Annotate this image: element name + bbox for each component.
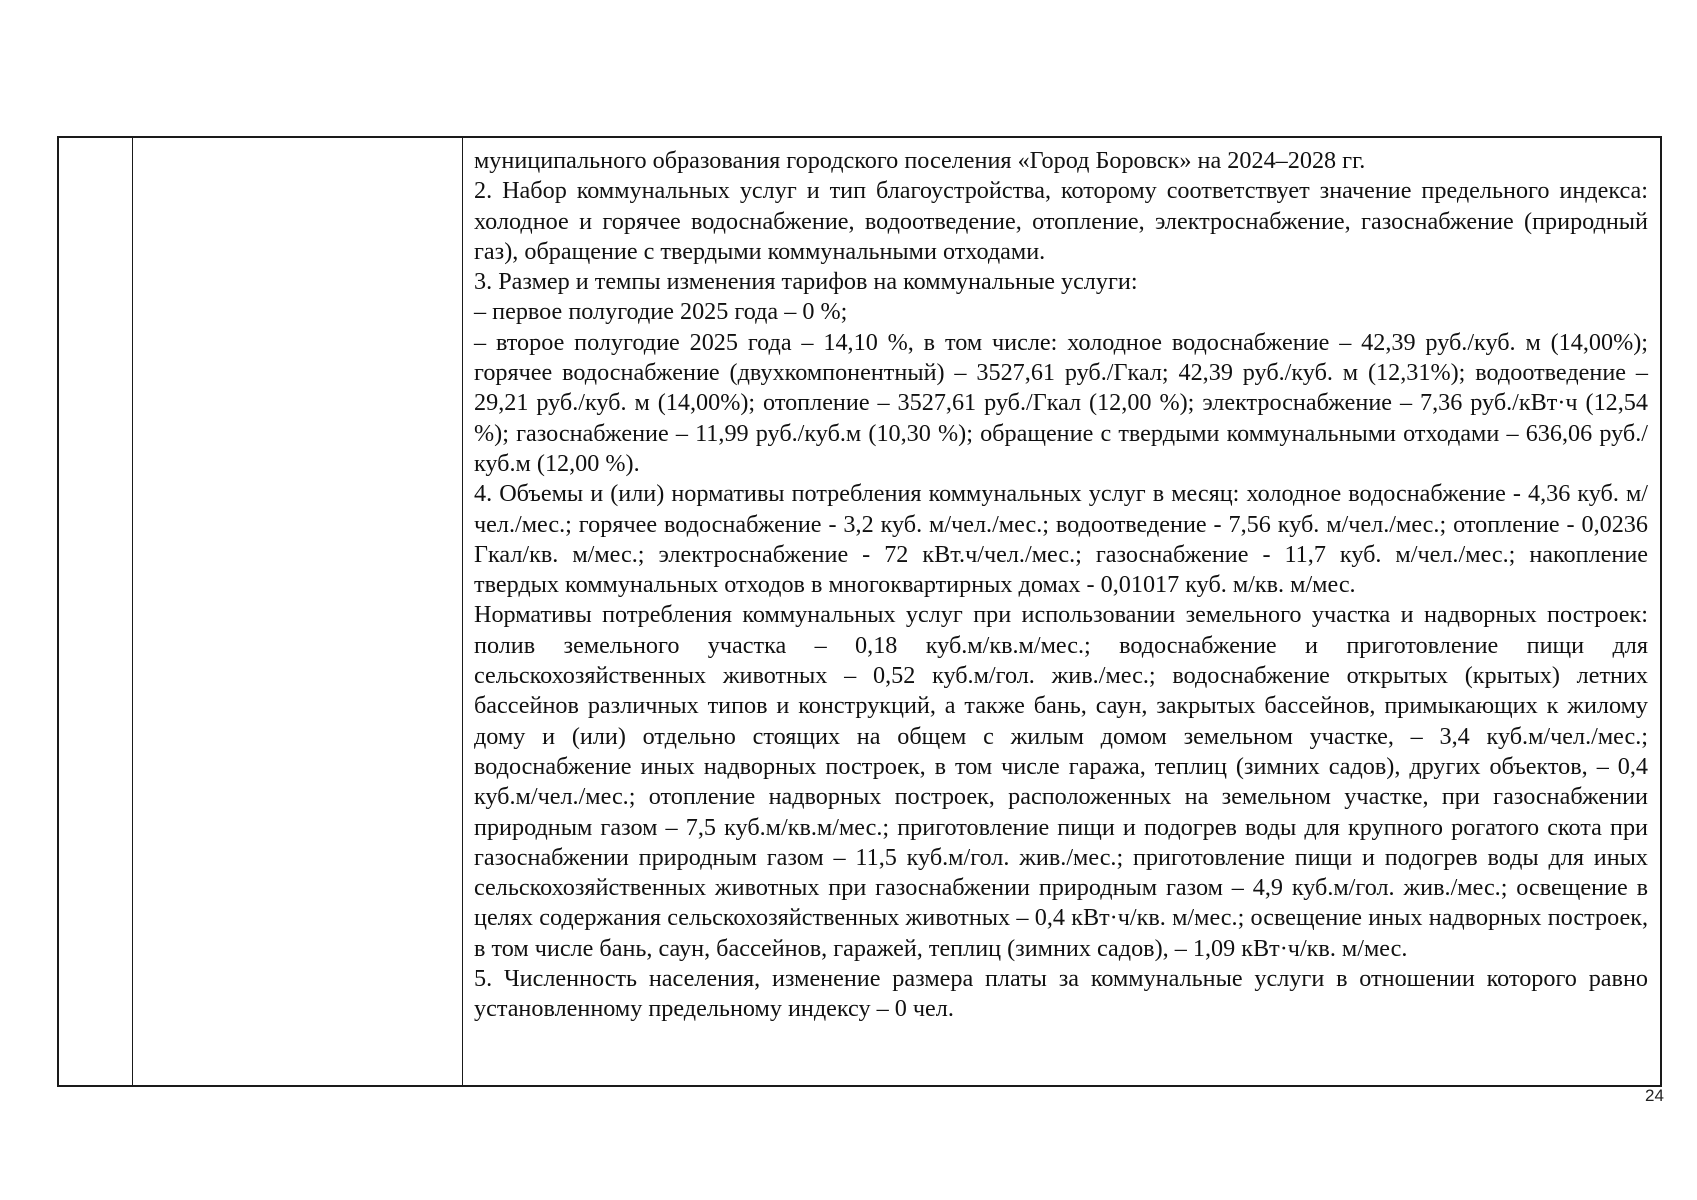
paragraph-tariffs-heading: 3. Размер и темпы изменения тарифов на коммунальные услуги: — [474, 268, 1138, 296]
table-column-number — [59, 138, 133, 1085]
page-number: 24 — [1645, 1086, 1664, 1105]
paragraph-second-half: – второе полугодие 2025 года – 14,10 %, в том числе: холодное водоснабжение – 42,39 руб./куб. м (14,00%); горячее водоснабжение (двухкомпонентный) – 3527,61 руб./Гкал; 42,39 руб./куб. м (12,31%); водоотведение – 29,21 руб./куб. м (14,00%); отопление – 3527,61 руб./Гкал (12,00 %); электроснабжение – 7,36 руб./кВт·ч (12,54 %); газоснабжение – 11,99 руб./куб.м (10,30 %); обращение с твердыми коммунальными отходами – 636,06 руб./куб.м (12,00 %). — [474, 328, 1648, 477]
paragraph-land-plot-norms: Нормативы потребления коммунальных услуг при использовании земельного участка и надворных построек: полив земельного участка – 0,18 куб.м/кв.м/мес.; водоснабжение и приготовление пищи для сельскохозяйственных животных – 0,52 куб.м/гол. жив./мес.; водоснабжение открытых (крытых) летних бассейнов различных типов и конструкций, а также бань, саун, закрытых бассейнов, примыкающих к жилому дому и (или) отдельно стоящих на общем с жилым домом земельном участке, – 3,4 куб.м/чел./мес.; водоснабжение иных надворных построек, в том числе гаража, теплиц (зимних садов), других объектов, – 0,4 куб.м/чел./мес.; отопление надворных построек, расположенных на земельном участке, при газоснабжении природным газом – 7,5 куб.м/кв.м/мес.; приготовление пищи и подогрев воды для крупного рогатого скота при газоснабжении природным газом – 11,5 куб.м/гол. жив./мес.; приготовление пищи и подогрев воды для иных сельскохозяйственных животных при газоснабжении природным газом – 4,9 куб.м/гол. жив./мес.; освещение в целях содержания сельскохозяйственных животных – 0,4 кВт·ч/кв. м/мес.; освещение иных надворных построек, в том числе бань, саун, бассейнов, гаражей, теплиц (зимних садов), – 1,09 кВт·ч/кв. м/мес. — [474, 601, 1648, 962]
paragraph-first-half: – первое полугодие 2025 года – 0 %; — [474, 298, 848, 326]
table-column-content — [463, 138, 1660, 1085]
paragraph-consumption-norms: 4. Объемы и (или) нормативы потребления коммунальных услуг в месяц: холодное водоснабжение - 4,36 куб. м/чел./мес.; горячее водоснабжение - 3,2 куб. м/чел./мес.; водоотведение - 7,56 куб. м/чел./мес.; отопление - 0,0236 Гкал/кв. м/мес.; электроснабжение - 72 кВт.ч/чел./мес.; газоснабжение - 11,7 куб. м/чел./мес.; накопление твердых коммунальных отходов в многоквартирных домах - 0,01017 куб. м/кв. м/мес. — [474, 480, 1648, 599]
document-table — [57, 136, 1662, 1087]
table-column-name — [133, 138, 463, 1085]
paragraph-continuation: муниципального образования городского поселения «Город Боровск» на 2024–2028 гг. — [474, 147, 1366, 174]
paragraph-services-set: 2. Набор коммунальных услуг и тип благоустройства, которому соответствует значение предельного индекса: холодное и горячее водоснабжение, водоотведение, отопление, электроснабжение, газоснабжение (природный газ), обращение с твердыми коммунальными отходами. — [474, 177, 1648, 265]
paragraph-population: 5. Численность населения, изменение размера платы за коммунальные услуги в отношении которого равно установленному предельному индексу – 0 чел. — [474, 965, 1648, 1023]
